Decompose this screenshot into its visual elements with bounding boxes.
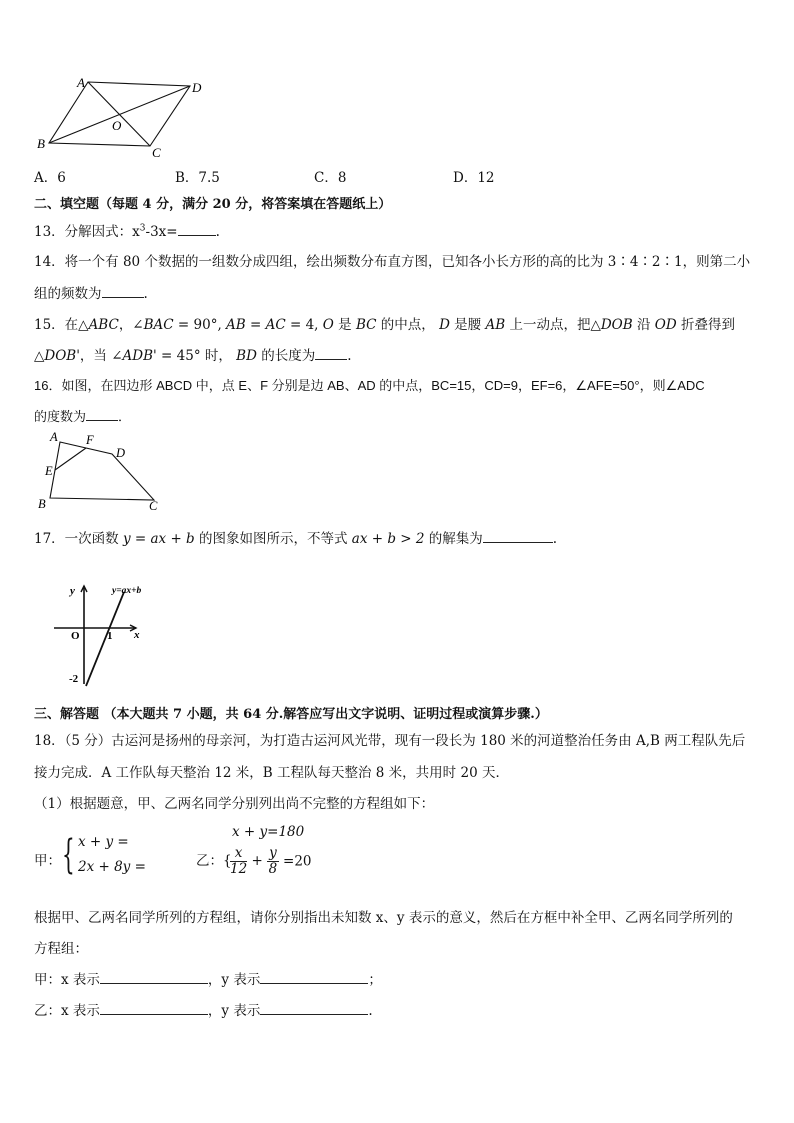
question-18-part1: （1）根据题意，甲、乙两名同学分别列出尚不完整的方程组如下：	[34, 796, 435, 812]
jia-y-blank	[260, 971, 368, 984]
jia-equation-2: 2x + 8y =	[78, 859, 146, 875]
answer-blank-15	[315, 347, 347, 360]
option-c: C．8	[314, 170, 347, 186]
label-c: C	[152, 145, 161, 160]
label-e: E	[45, 464, 53, 478]
question-14-line2: 组的频数为 .	[34, 286, 148, 302]
label-c: C	[149, 499, 158, 513]
tick-label-1: 1	[107, 630, 113, 642]
question-15-line2: △DOB'，当 ∠ADB' = 45° 时， BD 的长度为 .	[34, 348, 352, 364]
question-17: 17．一次函数 y = ax + b 的图象如图所示，不等式 ax + b > 2 的解集为 .	[34, 531, 558, 547]
yi-label: 乙：{	[196, 853, 232, 869]
quadrilateral-figure	[30, 428, 170, 514]
question-18-line2: 接力完成．A 工作队每天整治 12 米，B 工程队每天整治 8 米，共用时 20 天．	[34, 765, 509, 781]
answer-blank-13	[178, 223, 216, 236]
question-16-line1: 16．如图，在四边形 ABCD 中，点 E、F 分别是边 AB、AD 的中点，BC=15，CD=9，EF=6，∠AFE=50°，则∠ADC	[34, 378, 705, 393]
answer-blank-14	[102, 285, 144, 298]
jia-x-blank	[100, 971, 208, 984]
question-13: 13．分解因式：$x^3-3x=$ .	[34, 223, 220, 240]
question-15-line1: 15．在△ABC，∠BAC = 90°, AB = AC = 4, O 是 BC 的中点， D 是腰 AB 上一动点，把△DOB 沿 OD 折叠得到	[34, 317, 735, 333]
jia-fill-line: 甲：x 表示 ，y 表示 ；	[34, 972, 382, 988]
x-axis-label: x	[134, 629, 140, 641]
origin-label: O	[71, 630, 80, 642]
question-18-line3: 根据甲、乙两名同学所列的方程组，请你分别指出未知数 x、y 表示的意义，然后在方框中补全甲、乙两名同学所列的	[34, 910, 733, 926]
section-2-title: 二、填空题（每题 4 分，满分 20 分，将答案填在答题纸上）	[34, 197, 392, 212]
yi-y-blank	[260, 1002, 368, 1015]
diagonal-ac	[88, 82, 150, 146]
parallelogram-figure	[30, 74, 220, 160]
question-18-line1: 18．（5 分）古运河是扬州的母亲河，为打造古运河风光带，现有一段长为 180 米的河道整治任务由 A,B 两工程队先后	[34, 733, 746, 749]
question-14-line1: 14．将一个有 80 个数据的一组数分成四组，绘出频数分布直方图，已知各小长方形的高的比为 3∶4∶2∶1，则第二小	[34, 254, 751, 270]
quadrilateral-outline	[50, 442, 154, 500]
diagonal-bd	[49, 86, 190, 143]
function-label: y=ax+b	[112, 586, 142, 596]
yi-x-blank	[100, 1002, 208, 1015]
option-a: A．6	[34, 170, 66, 186]
jia-equation-1: x + y =	[78, 834, 129, 850]
label-f: F	[86, 433, 94, 447]
jia-label: 甲：	[34, 853, 61, 869]
segment-ef	[55, 448, 86, 470]
tick-label-neg2: -2	[69, 673, 79, 685]
label-o: O	[112, 118, 122, 133]
option-b: B．7.5	[175, 170, 220, 186]
linear-function-graph	[50, 582, 160, 690]
y-axis-label: y	[70, 585, 75, 597]
label-b: B	[37, 136, 45, 151]
answer-blank-16	[86, 408, 118, 421]
label-b: B	[38, 497, 46, 511]
label-d: D	[116, 446, 126, 460]
answer-blank-17	[483, 530, 553, 543]
function-line	[86, 592, 124, 686]
yi-equation-2: $\frac{x}{12}$ + $\frac{y}{8}$ =20	[230, 845, 312, 877]
option-d: D．12	[453, 170, 495, 186]
label-d: D	[192, 80, 202, 95]
question-18-line4: 方程组：	[34, 941, 88, 957]
question-16-line2: 的度数为 ．	[34, 409, 132, 424]
yi-fill-line: 乙：x 表示 ，y 表示 .	[34, 1003, 373, 1019]
yi-equation-1: x + y=180	[232, 824, 305, 840]
label-a: A	[50, 430, 58, 444]
jia-brace: {	[62, 832, 75, 878]
section-3-title: 三、解答题 （本大题共 7 小题，共 64 分.解答应写出文字说明、证明过程或演算步骤.）	[34, 707, 548, 722]
label-a: A	[77, 75, 85, 90]
